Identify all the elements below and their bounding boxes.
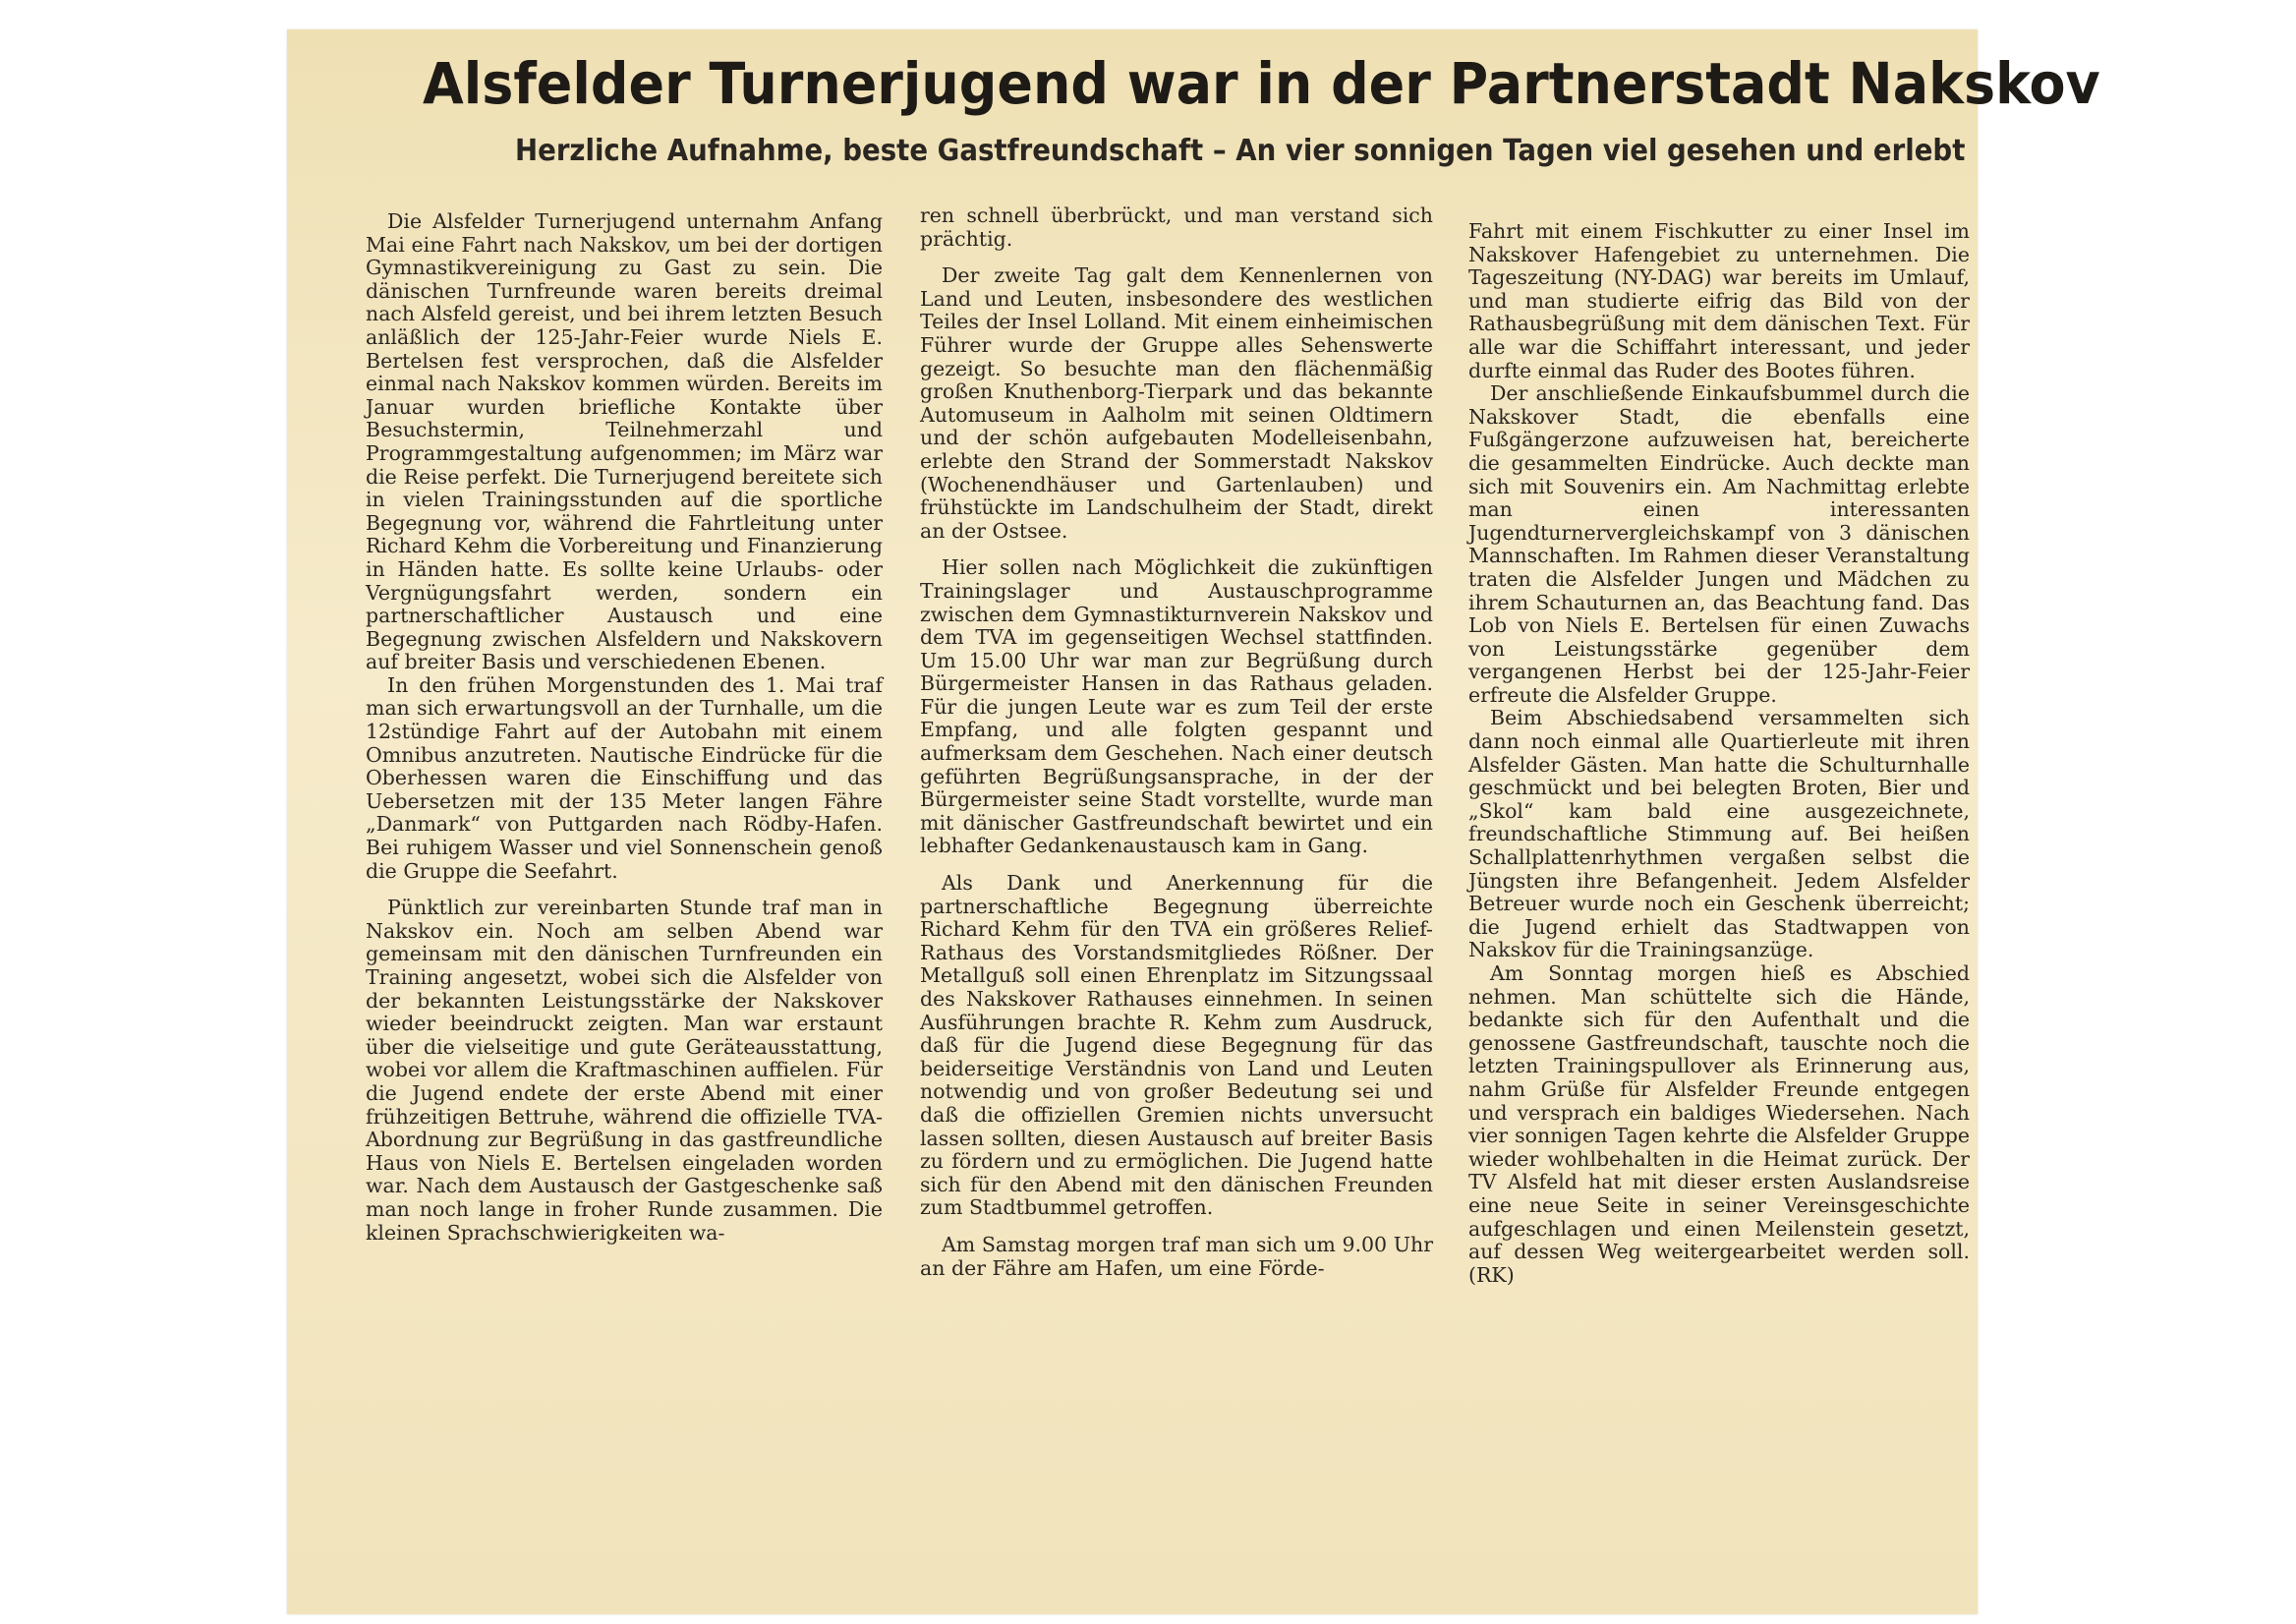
article-column-1	[366, 210, 883, 1245]
paragraph: Am Samstag morgen traf man sich um 9.00 Uhr an der Fähre am Hafen, um eine Förde-	[920, 1232, 1433, 1280]
paragraph: Die Alsfelder Turnerjugend unternahm Anfang Mai eine Fahrt nach Nakskov, um bei der dortigen Gymnastikvereinigung zu Gast zu sein. Die dänischen Turnfreunde waren bereits dreimal nach Alsfeld gereist, und bei ihrem letzten Besuch anläßlich der 125-Jahr-Feier wurde Niels E. Bertelsen fest versprochen, daß die Alsfelder einmal nach Nakskov kommen würden. Bereits im Januar wurden briefliche Kontakte über Besuchstermin, Teilnehmerzahl und Programmgestaltung aufgenommen; im März war die Reise perfekt. Die Turnerjugend bereitete sich in vielen Trainingsstunden auf die sportliche Begegnung vor, während die Fahrtleitung unter Richard Kehm die Vorbereitung und Finanzierung in Händen hatte. Es sollte keine Urlaubs- oder Vergnügungsfahrt werden, sondern ein partnerschaftlicher Austausch und eine Begegnung zwischen Alsfeldern und Nakskovern auf breiter Basis und verschiedenen Ebenen.	[366, 209, 883, 674]
paragraph: Am Sonntag morgen hieß es Abschied nehmen. Man schüttelte sich die Hände, bedankte sich für den Aufenthalt und die genossene Gastfreundschaft, tauschte noch die letzten Trainingspullover als Erinnerung aus, nahm Grüße für Alsfelder Freunde entgegen und versprach ein baldiges Wiedersehen. Nach vier sonnigen Tagen kehrte die Alsfelder Gruppe wieder wohlbehalten in die Heimat zurück. Der TV Alsfeld hat mit dieser ersten Auslandsreise eine neue Seite in seiner Vereinsgeschichte aufgeschlagen und einen Meilenstein gesetzt, auf dessen Weg weitergearbeitet werden soll. (RK)	[1468, 961, 1970, 1287]
paragraph: Der zweite Tag galt dem Kennenlernen von Land und Leuten, insbesondere des westlichen Teiles der Insel Lolland. Mit einem einheimischen Führer wurde der Gruppe alles Sehenswerte gezeigt. So besuchte man den flächenmäßig großen Knuthenborg-Tierpark und das bekannte Automuseum in Aalholm mit seinen Oldtimern und der schön aufgebauten Modelleisenbahn, erlebte den Strand der Sommerstadt Nakskov (Wochenendhäuser und Gartenlauben) und frühstückte im Landschulheim der Stadt, direkt an der Ostsee.	[920, 263, 1433, 543]
newspaper-clipping	[287, 29, 2100, 1614]
paragraph: Pünktlich zur vereinbarten Stunde traf man in Nakskov ein. Noch am selben Abend war gemeinsam mit den dänischen Turnfreunden ein Training angesetzt, wobei sich die Alsfelder von der bekannten Leistungsstärke der Nakskover wieder beeindruckt zeigten. Man war erstaunt über die vielseitige und gute Geräteausstattung, wobei vor allem die Kraftmaschinen auffielen. Für die Jugend endete der erste Abend mit einer frühzeitigen Bettruhe, während die offizielle TVA-Abordnung zur Begrüßung in das gastfreundliche Haus von Niels E. Bertelsen eingeladen worden war. Nach dem Austausch der Gastgeschenke saß man noch lange in froher Runde zusammen. Die kleinen Sprachschwierigkeiten wa-	[366, 896, 883, 1245]
paragraph: Beim Abschiedsabend versammelten sich dann noch einmal alle Quartierleute mit ihren Alsfelder Gästen. Man hatte die Schulturnhalle geschmückt und bei belegten Broten, Bier und „Skol“ kam bald eine ausgezeichnete, freundschaftliche Stimmung auf. Bei heißen Schallplattenrhythmen vergaßen selbst die Jüngsten ihre Befangenheit. Jedem Alsfelder Betreuer wurde noch ein Geschenk überreicht; die Jugend erhielt das Stadtwappen von Nakskov für die Trainingsanzüge.	[1468, 706, 1970, 962]
paragraph: Als Dank und Anerkennung für die partnerschaftliche Begegnung überreichte Richard Kehm für den TVA ein größeres Relief-Rathaus des Vorstandsmitgliedes Rößner. Der Metallguß soll einen Ehrenplatz im Sitzungssaal des Nakskover Rathauses einnehmen. In seinen Ausführungen brachte R. Kehm zum Ausdruck, daß für die Jugend diese Begegnung für das beiderseitige Verständnis von Land und Leuten notwendig und von großer Bedeutung sei und daß die offiziellen Gremien nichts unversucht lassen sollten, diesen Austausch auf breiter Basis zu fördern und zu ermöglichen. Die Jugend hatte sich für den Abend mit den dänischen Freunden zum Stadtbummel getroffen.	[920, 871, 1433, 1220]
paragraph: Der anschließende Einkaufsbummel durch die Nakskover Stadt, die ebenfalls eine Fußgängerzone aufzuweisen hat, bereicherte die gesammelten Eindrücke. Auch deckte man sich mit Souvenirs ein. Am Nachmittag erlebte man einen interessanten Jugendturnervergleichskampf von 3 dänischen Mannschaften. Im Rahmen dieser Veranstaltung traten die Alsfelder Jungen und Mädchen zu ihrem Schauturnen an, das Beachtung fand. Das Lob von Niels E. Bertelsen für einen Zuwachs von Leistungsstärke gegenüber dem vergangenen Herbst bei der 125-Jahr-Feier erfreute die Alsfelder Gruppe.	[1468, 381, 1970, 707]
article-column-3	[1468, 220, 1970, 1287]
paragraph: Hier sollen nach Möglichkeit die zukünftigen Trainingslager und Austauschprogramme zwischen dem Gymnastikturnverein Nakskov und dem TVA im gegenseitigen Wechsel stattfinden. Um 15.00 Uhr war man zur Begrüßung durch Bürgermeister Hansen in das Rathaus geladen. Für die jungen Leute war es zum Teil der erste Empfang, und alle folgten gespannt und aufmerksam dem Geschehen. Nach einer deutsch geführten Begrüßungsansprache, in der der Bürgermeister seine Stadt vorstellte, wurde man mit dänischer Gastfreundschaft bewirtet und ein lebhafter Gedankenaustausch kam in Gang.	[920, 555, 1433, 858]
article-column-2	[920, 204, 1433, 1280]
article-subheadline: Herzliche Aufnahme, beste Gastfreundschaft – An vier sonnigen Tagen viel gesehen und erlebt	[515, 134, 1966, 168]
paragraph: In den frühen Morgenstunden des 1. Mai traf man sich erwartungsvoll an der Turnhalle, um die 12stündige Fahrt auf der Autobahn mit einem Omnibus anzutreten. Nautische Eindrücke für die Oberhessen waren die Einschiffung und das Uebersetzen mit der 135 Meter langen Fähre „Danmark“ von Puttgarden nach Rödby-Hafen. Bei ruhigem Wasser und viel Sonnenschein genoß die Gruppe die Seefahrt.	[366, 672, 883, 883]
paragraph: Fahrt mit einem Fischkutter zu einer Insel im Nakskover Hafengebiet zu unternehmen. Die Tageszeitung (NY-DAG) war bereits im Umlauf, und man studierte eifrig das Bild von der Rathausbegrüßung mit dem dänischen Text. Für alle war die Schiffahrt interessant, und jeder durfte einmal das Ruder des Bootes führen.	[1468, 219, 1970, 382]
paragraph: ren schnell überbrückt, und man verstand sich prächtig.	[920, 203, 1433, 251]
article-headline: Alsfelder Turnerjugend war in der Partnerstadt Nakskov	[423, 50, 2100, 117]
